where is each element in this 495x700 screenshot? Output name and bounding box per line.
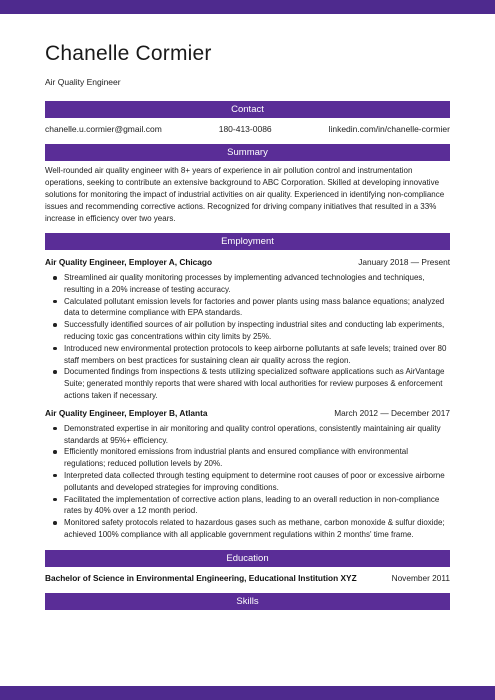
candidate-name: Chanelle Cormier [45,42,212,65]
bullet-item: Introduced new environmental protection protocols to keep airborne pollutants at safe levels; trained over 80 staff members on best practices for sustaining clean air quality across the region. [64,343,450,367]
resume-content [45,40,450,610]
job-heading [45,256,450,268]
bullet-item: Successfully identified sources of air pollution by inspecting industrial sites and conducting lab experiments, reducing toxic gas concentrations within city limits by 25%. [64,319,450,343]
bullet-item: Streamlined air quality monitoring processes by implementing advanced technologies and techniques, resulting in a 20% increase of testing accuracy. [64,272,450,296]
job-dates: March 2012 — December 2017 [334,407,450,418]
email-link[interactable]: chanelle.u.cormier@gmail.com [45,124,162,134]
education-header: Education [45,550,450,567]
employment-header: Employment [45,233,450,250]
bottom-accent-bar [0,686,495,700]
degree-name: Bachelor of Science in Environmental Engineering, Educational Institution XYZ [45,572,357,583]
job-heading [45,407,450,419]
job-bullets [45,272,450,402]
summary-header: Summary [45,144,450,161]
contact-header: Contact [45,101,450,118]
bullet-item: Interpreted data collected through testing equipment to determine root causes of poor or excessive airborne pollutants and developed strategies for improving conditions. [64,470,450,494]
bullet-item: Facilitated the implementation of corrective action plans, leading to an overall reduction in non-compliance rates by 40% over a 12 month period. [64,494,450,518]
bullet-item: Efficiently monitored emissions from industrial plants and ensured compliance with environmental regulations; reduced pollution levels by 20%. [64,446,450,470]
job-dates: January 2018 — Present [358,257,450,267]
bullet-item: Monitored safety protocols related to hazardous gases such as methane, carbon monoxide & sulfur dioxide; achieved 100% compliance with all applicable government regulations within 2 months' time frame. [64,517,450,541]
education-row [45,572,450,584]
job-bullets [45,423,450,541]
top-accent-bar [0,0,495,14]
bullet-item: Documented findings from inspections & tests utilizing specialized software applications such as AirVantage Suite; generated monthly reports that were shared with local authorities for review purposes & enforcement actions taken if necessary. [64,366,450,401]
job-position: Air Quality Engineer, Employer B, Atlanta [45,407,208,418]
job-title: Air Quality Engineer [45,77,121,87]
phone-text: 180-413-0086 [218,124,272,134]
bullet-item: Demonstrated expertise in air monitoring and quality control operations, consistently maintaining air quality standards at 95%+ efficiency. [64,423,450,447]
contact-row [45,123,450,135]
bullet-item: Calculated pollutant emission levels for factories and power plants using mass balance equations; analyzed data to determine compliance with EPA standards. [64,296,450,320]
skills-header: Skills [45,593,450,610]
job-position: Air Quality Engineer, Employer A, Chicago [45,257,213,267]
linkedin-link[interactable]: linkedin.com/in/chanelle-cormier [328,124,450,134]
summary-text: Well-rounded air quality engineer with 8+ years of experience in air pollution control and instrumentation operations, seeking to contribute an extensive background to ABC Corporation. Skilled at developing innovative solutions for monitoring the impact of industrial activities on air quality. Experienced in identifying non-compliance issues and recommending corrective actions. Recognized for driving company initiatives that resulted in a 33% increase in efficiency over two years. [45,166,445,223]
graduation-date: November 2011 [391,572,450,583]
